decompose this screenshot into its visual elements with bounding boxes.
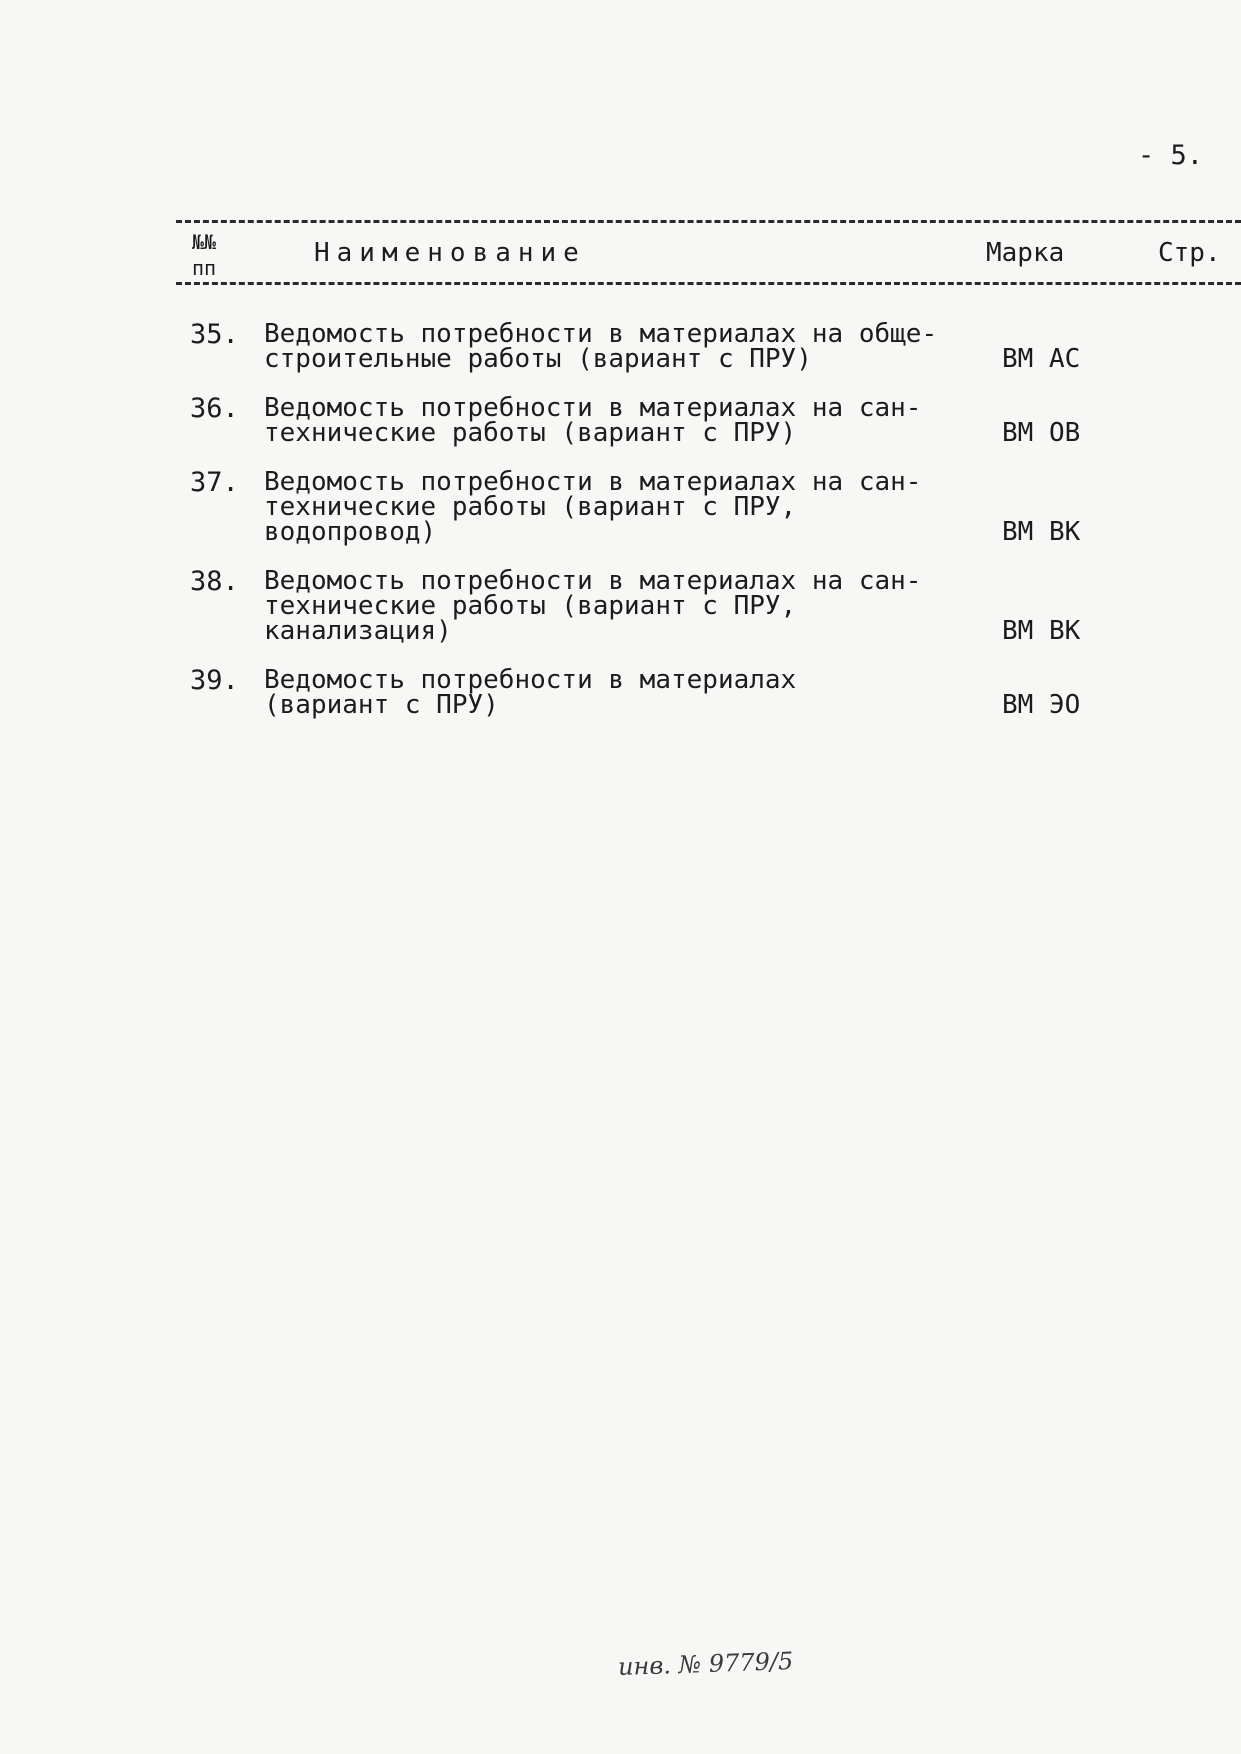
column-header-page: Стр. [1158,238,1221,268]
item-title: Ведомость потребности в материалах (вариант с ПРУ) [264,665,797,720]
list-item [0,319,1241,374]
list-item [0,566,1241,646]
item-title: Ведомость потребности в материалах на обще- строительные работы (вариант с ПРУ) [264,319,938,374]
list-item [0,467,1241,547]
item-mark: ВМ ВК [1002,616,1081,646]
item-number: 36. [190,393,239,424]
item-number: 38. [190,566,239,597]
header-bottom-rule [176,282,1241,285]
item-number: 39. [190,665,239,696]
column-header-name: Наименование [314,238,586,268]
item-number: 35. [190,319,239,350]
page-number: - 5. [1138,140,1204,171]
item-mark: ВМ ОВ [1002,418,1081,448]
inventory-note: инв. № 9779/5 [617,1646,794,1682]
item-mark: ВМ ВК [1002,517,1081,547]
list-item [0,665,1241,720]
item-title: Ведомость потребности в материалах на сан- технические работы (вариант с ПРУ, водопровод) [264,467,922,547]
item-mark: ВМ АС [1002,344,1081,374]
header-top-rule [176,220,1241,223]
item-mark: ВМ ЭО [1002,690,1081,720]
item-title: Ведомость потребности в материалах на сан- технические работы (вариант с ПРУ) [264,393,922,448]
document-list [0,319,1241,742]
list-item [0,393,1241,448]
item-number: 37. [190,467,239,498]
column-header-number: №№ пп [192,230,217,280]
column-header-mark: Марка [986,238,1065,268]
item-title: Ведомость потребности в материалах на сан- технические работы (вариант с ПРУ, канализация) [264,566,922,646]
